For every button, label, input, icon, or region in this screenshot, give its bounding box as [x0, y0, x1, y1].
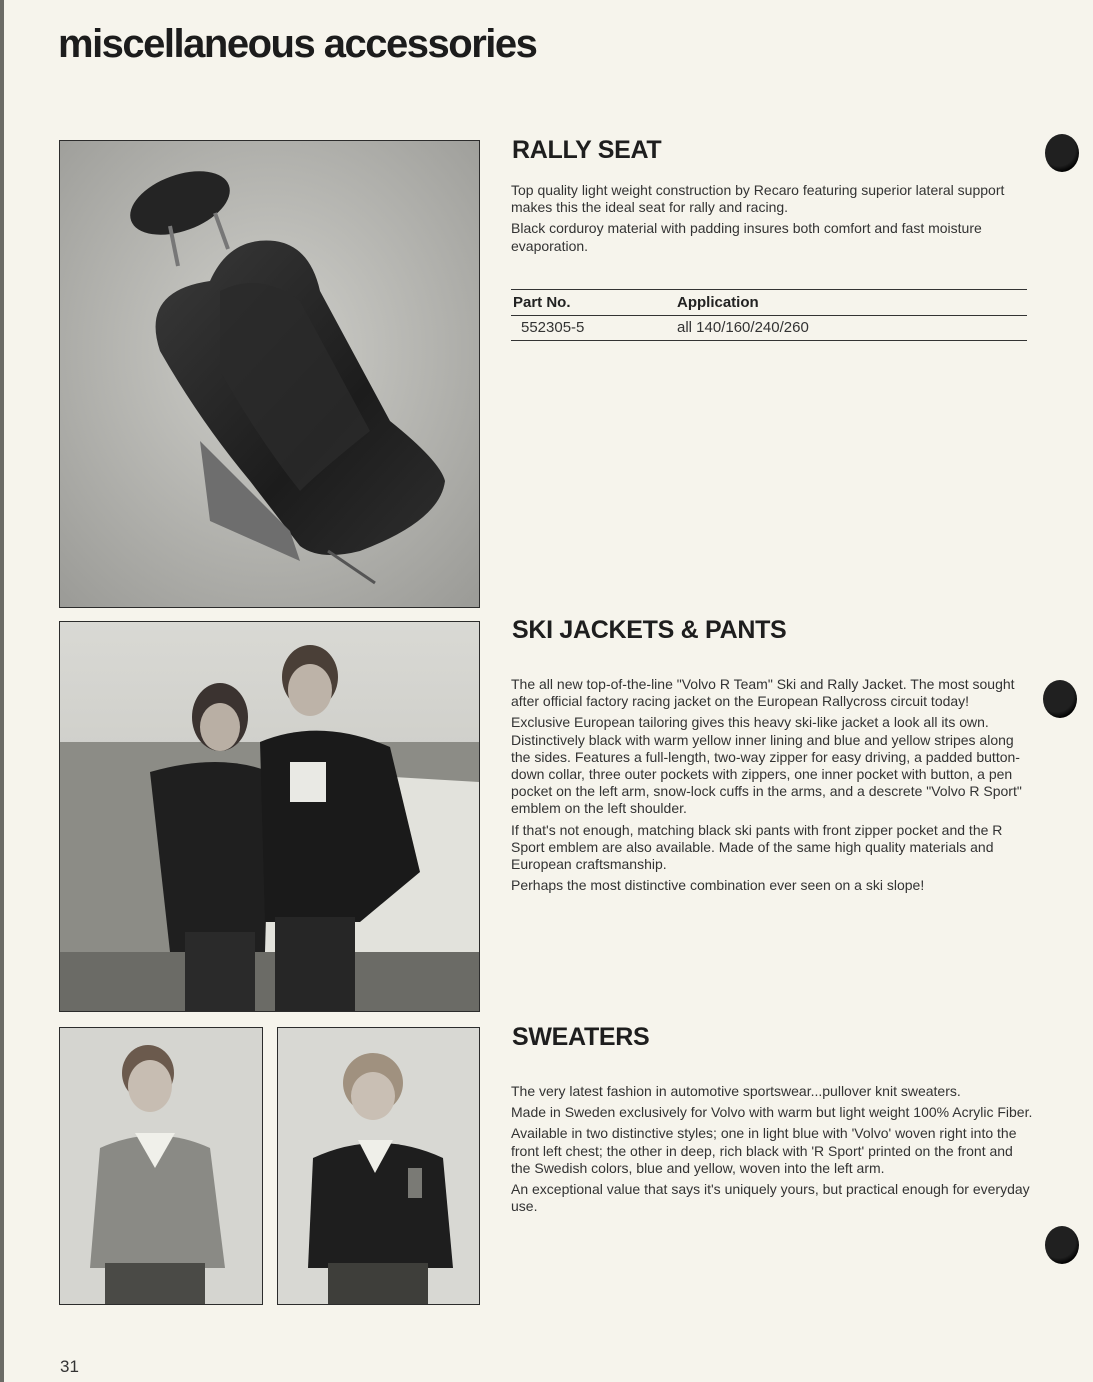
sweaters-paragraph: The very latest fashion in automotive sportswear...pullover knit sweaters.: [511, 1083, 961, 1099]
rally-seat-paragraph: Top quality light weight construction by Recaro featuring superior lateral support makes this the ideal seat for rally and racing.: [511, 182, 1005, 216]
binder-hole: [1045, 1226, 1079, 1264]
ski-jackets-paragraph: The all new top-of-the-line "Volvo R Team" Ski and Rally Jacket. The most sought after official factory racing jacket on the European Rallycross circuit today!: [511, 676, 1015, 710]
ski-jackets-paragraph: Perhaps the most distinctive combination ever seen on a ski slope!: [511, 877, 925, 894]
sweaters-paragraph: Made in Sweden exclusively for Volvo with warm but light weight 100% Acrylic Fiber.: [511, 1104, 1033, 1121]
application-cell: all 140/160/240/260: [675, 316, 1027, 341]
sweaters-title: SWEATERS: [512, 1023, 650, 1051]
table-row: [511, 316, 1027, 341]
ski-jackets-paragraph: Exclusive European tailoring gives this heavy ski-like jacket a look all its own. Distinctively black with warm yellow inner lining and blue and yellow stripes along the sides. Features a full-length, two-way zipper for easy driving, a padded button-down collar, three outer pockets with zippers, one inner pocket with button, a pen pocket on the left arm, snow-lock cuffs in the arms, and a descrete "Volvo R Sport" emblem on the left shoulder.: [511, 714, 1022, 817]
rally-seat-paragraph: Black corduroy material with padding insures both comfort and fast moisture evaporation.: [511, 220, 982, 254]
ski-jackets-title: SKI JACKETS & PANTS: [512, 616, 787, 644]
column-header-application: Application: [675, 290, 1027, 316]
sweaters-paragraph: Available in two distinctive styles; one in light blue with 'Volvo' woven right into the front left chest; the other in deep, rich black with 'R Sport' printed on the front and the Swedish colors, blue and yellow, woven into the left arm.: [511, 1125, 1017, 1176]
sweaters-description: [511, 1083, 1033, 1219]
part-number-cell: 552305-5: [511, 316, 675, 341]
binder-hole: [1043, 680, 1077, 718]
parts-table: [511, 289, 1027, 341]
rally-seat-photo: [59, 140, 480, 608]
page-edge: [0, 0, 4, 1382]
binder-hole: [1045, 134, 1079, 172]
sweater-man-photo: [59, 1027, 263, 1305]
column-header-part-no: Part No.: [511, 290, 675, 316]
ski-jackets-description: [511, 676, 1029, 898]
ski-jackets-photo: [59, 621, 480, 1012]
sweaters-paragraph: An exceptional value that says it's uniquely yours, but practical enough for everyday use.: [511, 1181, 1030, 1215]
rally-seat-title: RALLY SEAT: [512, 136, 662, 164]
table-header-row: [511, 290, 1027, 316]
rally-seat-description: [511, 182, 1021, 259]
page-title: miscellaneous accessories: [58, 22, 537, 66]
page-number: 31: [60, 1357, 79, 1376]
ski-jackets-paragraph: If that's not enough, matching black ski pants with front zipper pocket and the R Sport emblem are also available. Made of the same high quality materials and European craftsmanship.: [511, 821, 1003, 873]
sweater-woman-photo: [277, 1027, 480, 1305]
